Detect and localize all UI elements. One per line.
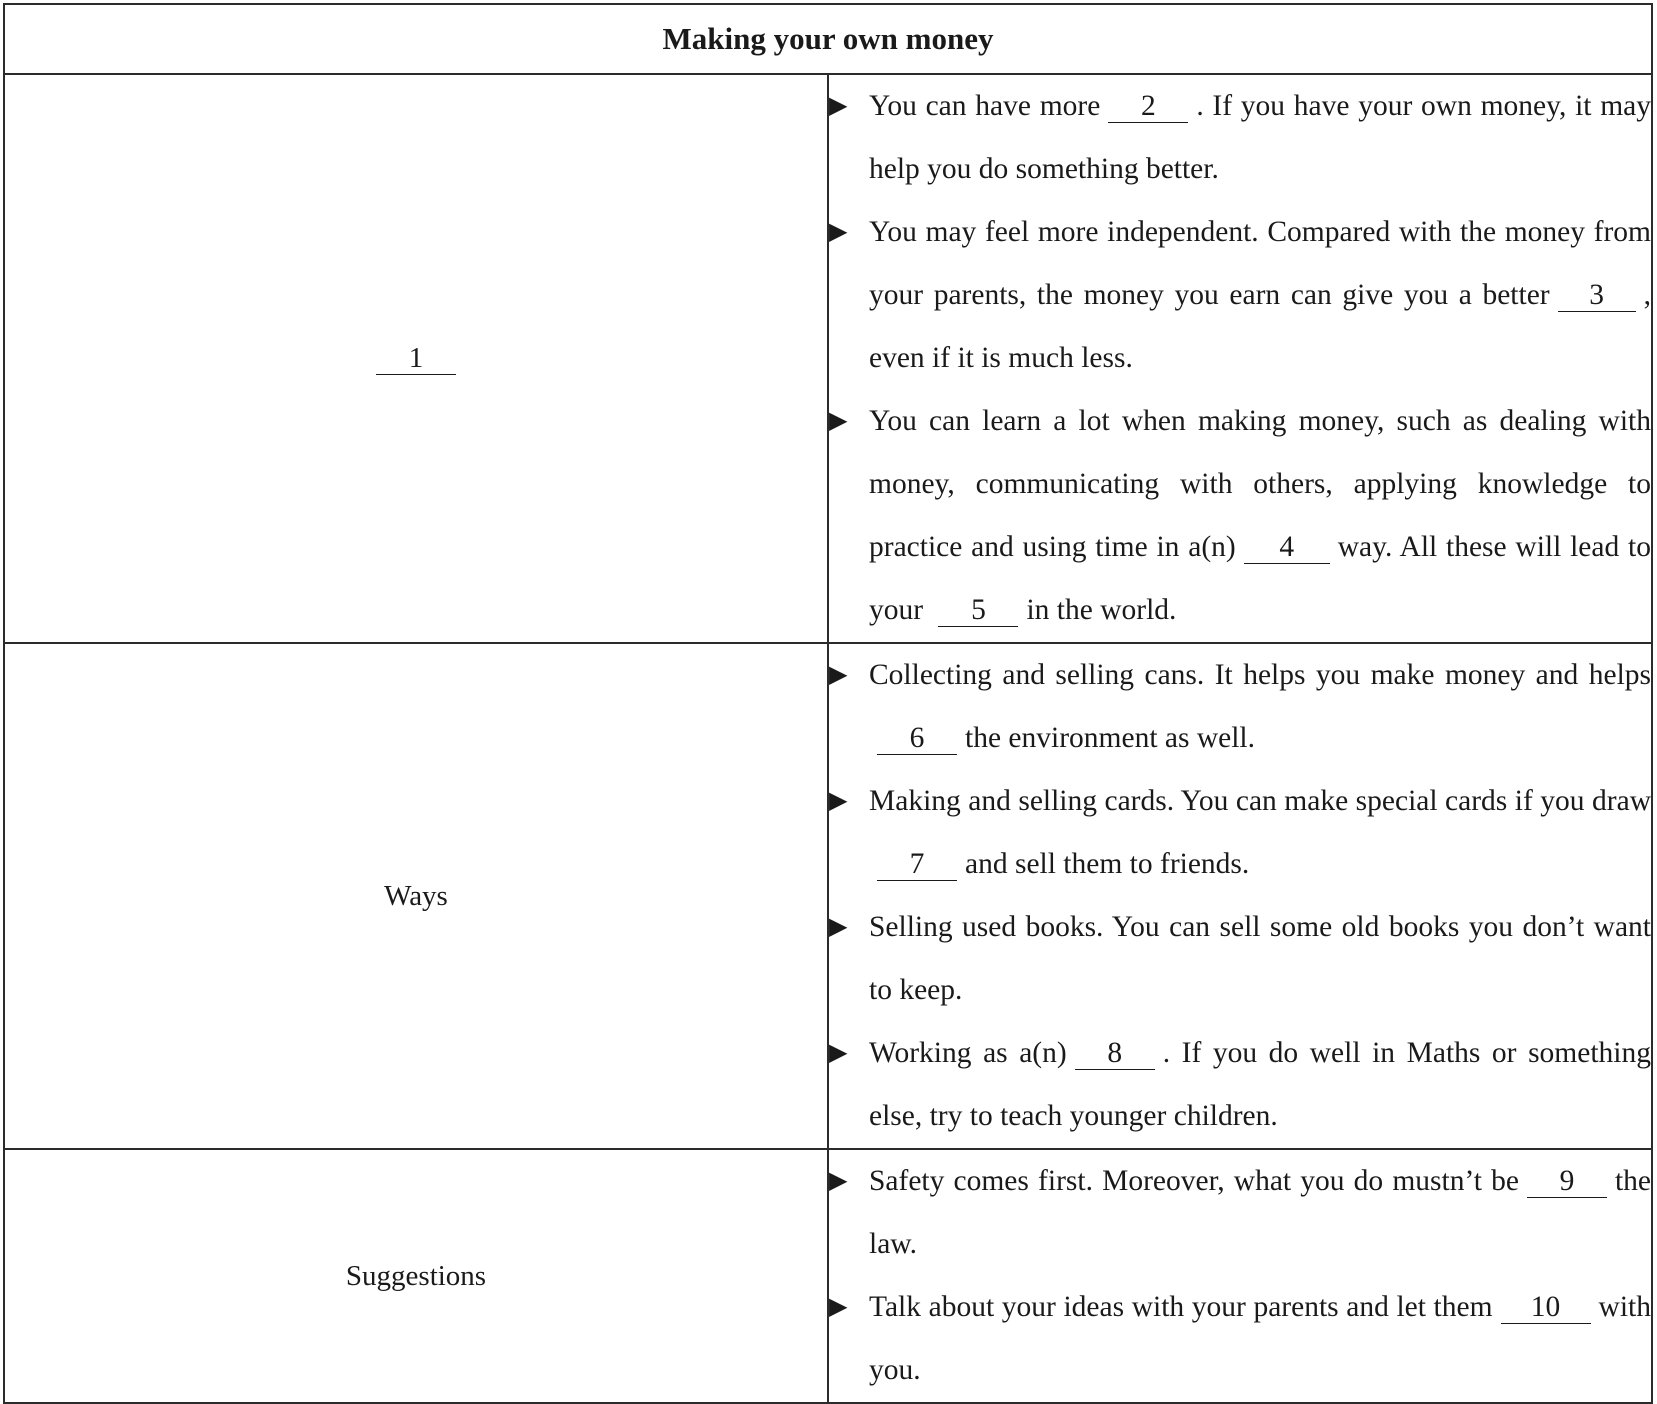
right-triangle-icon: ▶ <box>829 914 848 940</box>
blank-5[interactable]: 5 <box>938 594 1018 627</box>
section-content <box>828 1149 1652 1403</box>
money-table <box>3 3 1653 1404</box>
blank-1[interactable]: 1 <box>376 342 456 375</box>
right-triangle-icon: ▶ <box>829 1294 848 1320</box>
bullet-item: ▶ Selling used books. You can sell some old books you don’t want to keep. <box>829 896 1651 1022</box>
row-benefits <box>4 74 1652 643</box>
right-triangle-icon: ▶ <box>829 662 848 688</box>
bullet-item: ▶ You can have more 2 . If you have your own money, it may help you do something better. <box>829 75 1651 201</box>
blank-6[interactable]: 6 <box>877 722 957 755</box>
table-title: Making your own money <box>4 4 1652 74</box>
row-ways <box>4 643 1652 1149</box>
section-label: Ways <box>4 643 828 1149</box>
right-triangle-icon: ▶ <box>829 93 848 119</box>
bullet-item: ▶ You may feel more independent. Compared with the money from your parents, the money you earn can give you a better 3 , even if it is much less. <box>829 201 1651 390</box>
section-content <box>828 74 1652 643</box>
section-label: Suggestions <box>4 1149 828 1403</box>
bullet-item: ▶ Collecting and selling cans. It helps you make money and helps6 the environment as well. <box>829 644 1651 770</box>
bullet-item: ▶ Working as a(n) 8 . If you do well in Maths or something else, try to teach younger children. <box>829 1022 1651 1148</box>
right-triangle-icon: ▶ <box>829 1040 848 1066</box>
row-suggestions <box>4 1149 1652 1403</box>
bullet-item: ▶ You can learn a lot when making money, such as dealing with money, communicating with others, applying knowledge to practice and using time in a(n) 4 way. All these will lead to your 5 in the world. <box>829 390 1651 642</box>
blank-2[interactable]: 2 <box>1108 90 1188 123</box>
right-triangle-icon: ▶ <box>829 408 848 434</box>
blank-10[interactable]: 10 <box>1501 1291 1591 1324</box>
blank-3[interactable]: 3 <box>1558 279 1636 312</box>
right-triangle-icon: ▶ <box>829 1168 848 1194</box>
blank-9[interactable]: 9 <box>1527 1165 1607 1198</box>
section-content <box>828 643 1652 1149</box>
bullet-item: ▶ Safety comes first. Moreover, what you do mustn’t be 9 the law. <box>829 1150 1651 1276</box>
section-label <box>4 74 828 643</box>
bullet-item: ▶ Making and selling cards. You can make special cards if you draw7 and sell them to friends. <box>829 770 1651 896</box>
bullet-item: ▶ Talk about your ideas with your parents and let them 10 with you. <box>829 1276 1651 1402</box>
right-triangle-icon: ▶ <box>829 219 848 245</box>
right-triangle-icon: ▶ <box>829 788 848 814</box>
blank-7[interactable]: 7 <box>877 848 957 881</box>
blank-4[interactable]: 4 <box>1244 531 1330 564</box>
blank-8[interactable]: 8 <box>1075 1037 1155 1070</box>
